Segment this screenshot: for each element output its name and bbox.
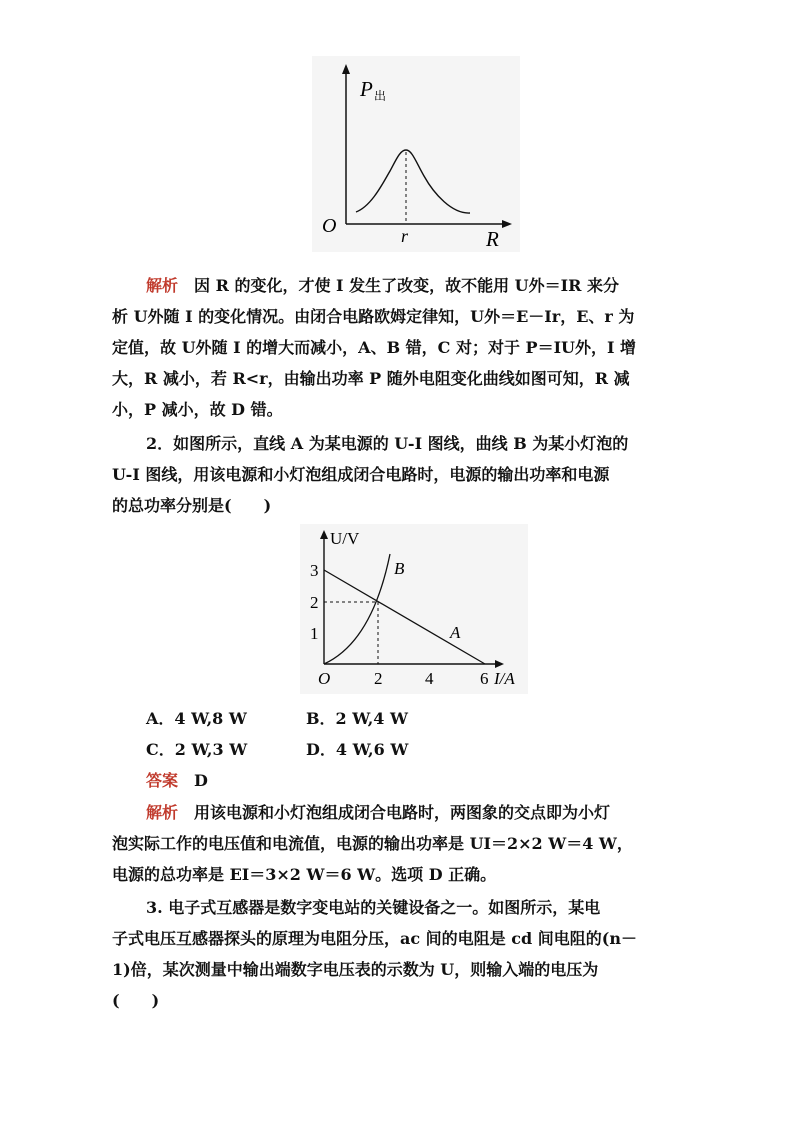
u-axis-label: U/V	[330, 529, 360, 548]
question-line: 1)倍，某次测量中输出端数字电压表的示数为 U，则输入端的电压为	[112, 960, 599, 979]
u-i-graph-figure	[300, 524, 528, 694]
curve-b-label: B	[394, 559, 405, 578]
analysis-line: 大，R 减小，若 R<r，由输出功率 P 随外电阻变化曲线如图可知，R 减	[112, 369, 630, 388]
question-3	[112, 892, 687, 1016]
analysis-line: 电源的总功率是 EI＝3×2 W＝6 W。选项 D 正确。	[112, 865, 497, 884]
answer-tag: 答案	[146, 771, 179, 790]
analysis-line: 泡实际工作的电压值和电流值，电源的输出功率是 UI＝2×2 W＝4 W，	[112, 834, 633, 853]
y-tick-label: 2	[310, 593, 319, 612]
option-c: C．2 W,3 W	[146, 740, 248, 759]
question-line: 子式电压互感器探头的原理为电阻分压，ac 间的电阻是 cd 间电阻的(n－	[112, 929, 637, 948]
analysis-line: 定值，故 U外随 I 的增大而减小，A、B 错，C 对；对于 P＝IU外，I 增	[112, 338, 637, 357]
question-line: ( )	[112, 991, 160, 1010]
analysis-line: 用该电源和小灯泡组成闭合电路时，两图象的交点即为小灯	[194, 803, 611, 822]
i-axis-label: I/A	[494, 669, 515, 688]
question-line: 的总功率分别是( )	[112, 496, 272, 515]
x-tick-label: 4	[425, 669, 434, 688]
option-d: D．4 W,6 W	[306, 740, 409, 759]
question-2	[112, 428, 687, 521]
p-axis-subscript: 出	[374, 89, 387, 103]
peak-r-label: r	[401, 226, 409, 246]
answer-line	[146, 768, 208, 791]
analysis-line: 因 R 的变化，才使 I 发生了改变，故不能用 U外＝IR 来分	[194, 276, 619, 295]
option-a: A．4 W,8 W	[146, 709, 247, 728]
question-line: 2．如图所示，直线 A 为某电源的 U-I 图线，曲线 B 为某小灯泡的	[146, 434, 629, 453]
y-tick-label: 1	[310, 624, 319, 643]
question-line: 3. 电子式互感器是数字变电站的关键设备之一。如图所示，某电	[146, 898, 601, 917]
r-axis-label: R	[486, 227, 499, 251]
analysis-1	[112, 270, 687, 425]
analysis-tag: 解析	[146, 276, 179, 295]
answer-value: D	[194, 771, 208, 790]
analysis-2	[112, 797, 687, 890]
power-vs-resistance-figure	[312, 56, 520, 252]
x-tick-label: 6	[480, 669, 489, 688]
x-tick-label: 2	[374, 669, 383, 688]
y-tick-label: 3	[310, 561, 319, 580]
question-line: U-I 图线，用该电源和小灯泡组成闭合电路时，电源的输出功率和电源	[112, 465, 610, 484]
analysis-line: 析 U外随 I 的变化情况。由闭合电路欧姆定律知，U外＝E－Ir，E、r 为	[112, 307, 635, 326]
origin-label: O	[318, 669, 331, 688]
analysis-line: 小，P 减小，故 D 错。	[112, 400, 283, 419]
p-axis-label: P	[360, 77, 373, 101]
line-a-label: A	[450, 623, 461, 642]
option-b: B．2 W,4 W	[306, 709, 408, 728]
analysis-tag: 解析	[146, 803, 179, 822]
origin-label: O	[322, 215, 337, 237]
